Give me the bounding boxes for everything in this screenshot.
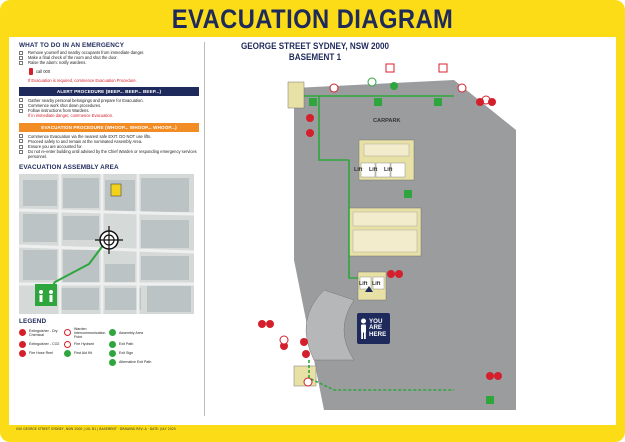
exit-path-icon	[109, 341, 116, 348]
phone-icon	[29, 68, 33, 75]
alert-note: If in immediate danger, commence Evacuation.	[28, 113, 114, 119]
hose-reel-icon	[395, 270, 403, 278]
floor-plan	[254, 60, 516, 410]
stair-top-left	[288, 82, 304, 108]
evacuation-steps	[19, 134, 199, 160]
evacuation-procedure-bar: EVACUATION PROCEDURE (WHOOP... WHOOP... WHOOP...)	[19, 123, 199, 132]
list-item: Follow instructions from Wardens.	[19, 108, 199, 113]
list-item: Commence Evacuation via the nearest safe EXIT. DO NOT use lifts.	[19, 134, 199, 139]
legend-item	[109, 359, 154, 366]
extinguisher-icon	[302, 350, 310, 358]
exit-sign-icon	[309, 98, 317, 106]
alt-exit-path-icon	[109, 359, 116, 366]
lift-label: Lift	[359, 281, 368, 287]
list-item: Make a final check of the room and shut the door.	[19, 55, 199, 60]
hose-reel-icon	[488, 98, 496, 106]
list-item: Remove yourself and nearby occupants from immediate danger.	[19, 50, 199, 55]
checkbox-icon	[19, 104, 23, 108]
lift-label: Lift	[384, 167, 393, 173]
carpark-label: CARPARK	[373, 118, 401, 124]
checkbox-icon	[19, 139, 23, 143]
checkbox-icon	[19, 56, 23, 60]
extinguisher-icon	[300, 338, 308, 346]
legend-item	[109, 327, 154, 339]
extinguisher-icon	[306, 114, 314, 122]
legend-item	[64, 327, 109, 339]
exit-sign-icon	[434, 98, 442, 106]
instructions-column	[19, 42, 199, 417]
footer-text: 000 GEORGE STREET SYDNEY, NSW 2000 | LVL B1 | BASEMENT · DRAWING REV: A · DATE: JULY 2020	[16, 427, 176, 431]
legend-label: First Aid Kit	[74, 351, 93, 356]
alert-procedure-bar: ALERT PROCEDURE (BEEP... BEEP... BEEP...)	[19, 87, 199, 96]
legend-item	[64, 350, 109, 357]
checkbox-icon	[19, 98, 23, 102]
warden-intercom-icon	[439, 64, 447, 72]
hose-reel-icon	[266, 320, 274, 328]
checkbox-icon	[19, 51, 23, 55]
checkbox-icon	[19, 150, 23, 154]
legend-label: Warden Intercommunication Point	[74, 326, 106, 339]
extinguisher-icon	[19, 329, 26, 336]
lift-label: Lift	[354, 167, 363, 173]
legend-label: Alternative Exit Path	[119, 360, 152, 365]
legend-label: Assembly Area	[119, 330, 143, 335]
checkbox-icon	[19, 109, 23, 113]
hydrant-icon	[64, 341, 71, 348]
legend-label: Fire Hydrant	[74, 342, 94, 347]
exit-sign-icon	[404, 190, 412, 198]
hydrant-icon	[458, 84, 466, 92]
emergency-heading: WHAT TO DO IN AN EMERGENCY	[19, 42, 125, 49]
extinguisher-icon	[306, 129, 314, 137]
floor-level: BASEMENT 1	[288, 52, 342, 62]
hose-reel-icon	[494, 372, 502, 380]
legend-label: Exit Sign	[119, 351, 134, 356]
exit-sign-icon	[109, 350, 116, 357]
legend-item	[19, 327, 64, 339]
person-icon	[359, 318, 368, 340]
legend-label: Exit Path	[119, 342, 134, 347]
you-are-here-text: YOU ARE HERE	[369, 317, 387, 338]
building-address: GEORGE STREET SYDNEY, NSW 2000	[240, 41, 390, 51]
legend-item	[19, 341, 64, 348]
first-aid-icon	[368, 78, 376, 86]
hose-reel-icon	[486, 372, 494, 380]
legend-grid	[19, 327, 199, 366]
legend-item	[64, 359, 109, 366]
legend-heading: LEGEND	[19, 317, 47, 325]
hydrant-icon	[330, 84, 338, 92]
checkbox-icon	[19, 145, 23, 149]
street-map-graphic	[19, 174, 194, 314]
alert-steps	[19, 98, 199, 114]
legend-item	[64, 341, 109, 348]
you-are-here-marker	[357, 313, 390, 344]
hose-reel-icon	[387, 270, 395, 278]
list-item: Do not re-enter building until advised by the Chief Warden or responding emergency services personnel.	[19, 149, 199, 159]
legend-item	[109, 341, 154, 348]
hydrant-icon	[304, 378, 312, 386]
list-item: Proceed safely to and remain at the nominated Assembly Area.	[19, 139, 199, 144]
legend-item	[19, 359, 64, 366]
first-aid-icon	[390, 82, 398, 90]
page-title: EVACUATION DIAGRAM	[171, 4, 454, 34]
assembly-area-map	[19, 174, 194, 314]
checkbox-icon	[19, 61, 23, 65]
checkbox-icon	[19, 134, 23, 138]
intercom-icon	[64, 329, 71, 336]
legend-item	[19, 350, 64, 357]
hose-reel-icon	[476, 98, 484, 106]
warden-intercom-icon	[386, 64, 394, 72]
list-item: Commence work shut down procedures.	[19, 103, 199, 108]
list-item: Raise the alarm: notify wardens.	[19, 60, 199, 65]
lift-label: Lift	[369, 167, 378, 173]
emergency-steps	[19, 50, 199, 66]
legend-label: Extinguisher - Dry Chemical	[29, 328, 58, 337]
list-item: Gather nearby personal belongings and prepare for Evacuation.	[19, 98, 199, 103]
column-divider	[204, 42, 205, 416]
assembly-heading: EVACUATION ASSEMBLY AREA	[19, 163, 119, 171]
list-item: Ensure you are accounted for.	[19, 144, 199, 149]
legend-label: Extinguisher - CO2	[29, 342, 60, 347]
call-row: call 000	[29, 68, 199, 75]
extinguisher-co2-icon	[19, 341, 26, 348]
legend-label: Fire Hose Reel	[29, 351, 53, 356]
hose-reel-icon	[258, 320, 266, 328]
first-aid-icon	[64, 350, 71, 357]
assembly-icon	[109, 329, 116, 336]
lift-label: Lift	[372, 281, 381, 287]
exit-sign-icon	[374, 98, 382, 106]
hose-reel-icon	[19, 350, 26, 357]
legend	[19, 318, 199, 366]
emergency-note: If Evacuation is required, commence Evacuation Procedure.	[28, 77, 137, 83]
hydrant-icon	[280, 336, 288, 344]
exit-sign-icon	[486, 396, 494, 404]
legend-item	[109, 350, 154, 357]
